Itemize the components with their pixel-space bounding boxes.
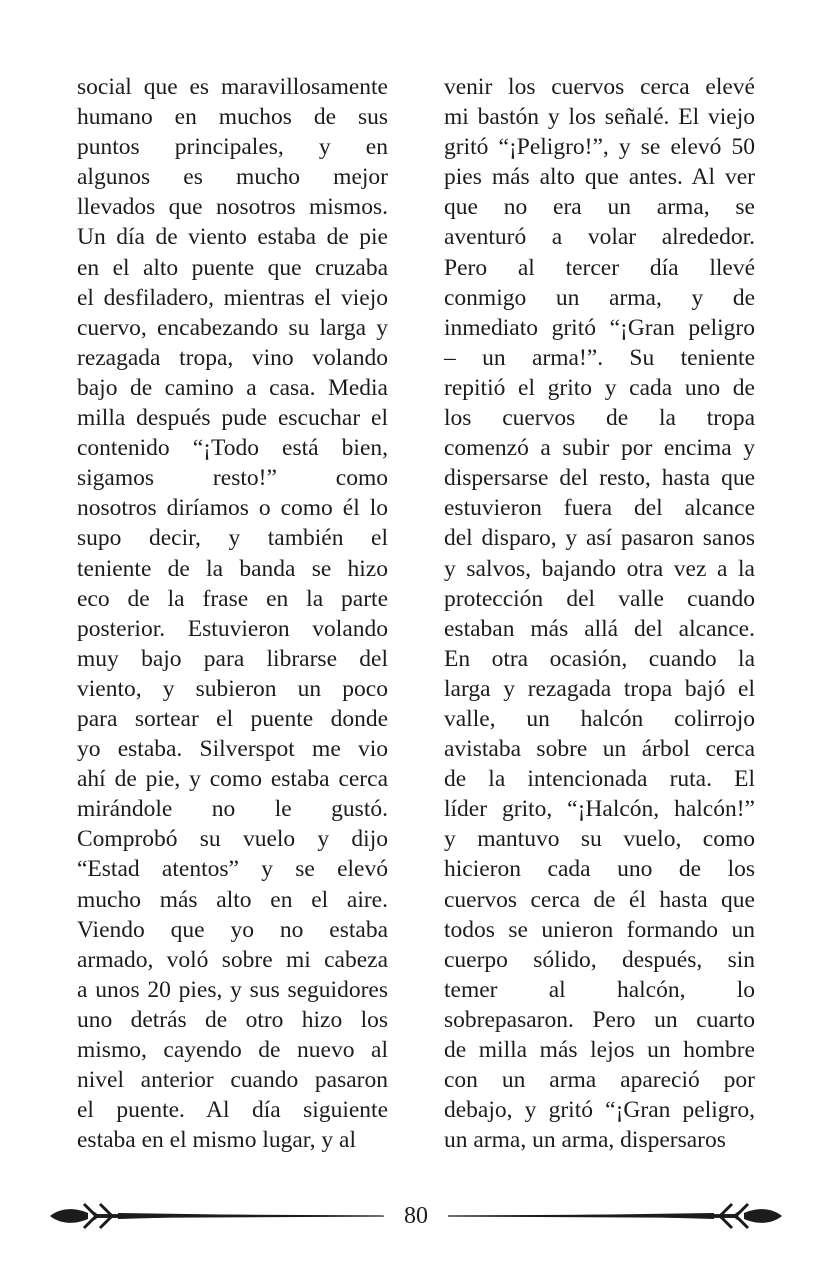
text-line: Comprobó su vuelo y dijo: [77, 826, 388, 853]
text-line: hicieron cada uno de los: [444, 856, 755, 883]
text-line: en el alto puente que cruzaba: [77, 254, 388, 281]
text-line: bajo de camino a casa. Media: [77, 374, 388, 401]
text-line: para sortear el puente donde: [77, 705, 388, 732]
text-line: debajo, y gritó “¡Gran peligro,: [444, 1097, 755, 1124]
text-line: los cuervos de la tropa: [444, 405, 755, 432]
text-line: milla después pude escuchar el: [77, 405, 388, 432]
text-line: conmigo un arma, y de: [444, 284, 755, 311]
text-line: nivel anterior cuando pasaron: [77, 1067, 388, 1094]
text-line: cuervo, encabezando su larga y: [77, 314, 388, 341]
text-line: líder grito, “¡Halcón, halcón!”: [444, 796, 755, 823]
text-line: todos se unieron formando un: [444, 916, 755, 943]
text-line: teniente de la banda se hizo: [77, 555, 388, 582]
text-line: venir los cuervos cerca elevé: [444, 74, 755, 100]
left-text-column: [77, 72, 388, 1155]
right-text-column: [444, 72, 755, 1155]
text-line: cuervos cerca de él hasta que: [444, 886, 755, 913]
text-line: y salvos, bajando otra vez a la: [444, 555, 755, 582]
text-line: protección del valle cuando: [444, 585, 755, 612]
text-line: a unos 20 pies, y sus seguidores: [77, 976, 388, 1003]
text-line: el desfiladero, mientras el viejo: [77, 284, 388, 311]
text-line: un arma, un arma, dispersaros: [444, 1127, 726, 1154]
text-line: el puente. Al día siguiente: [77, 1097, 388, 1124]
text-line: supo decir, y también el: [77, 525, 388, 552]
text-line: valle, un halcón colirrojo: [444, 705, 755, 732]
text-line: puntos principales, y en: [77, 134, 388, 161]
text-line: dispersarse del resto, hasta que: [444, 465, 755, 492]
text-line: temer al halcón, lo: [444, 976, 755, 1003]
text-line: eco de la frase en la parte: [77, 585, 388, 612]
text-line: uno detrás de otro hizo los: [77, 1006, 388, 1033]
page-number: 80: [404, 1203, 428, 1229]
text-line: contenido “¡Todo está bien,: [77, 435, 388, 462]
text-line: rezagada tropa, vino volando: [77, 344, 388, 371]
text-line: ahí de pie, y como estaba cerca: [77, 766, 388, 793]
text-line: social que es maravillosamente: [77, 74, 388, 100]
arrow-flourish-right-icon: [444, 1196, 784, 1236]
text-line: estuvieron fuera del alcance: [444, 495, 755, 522]
text-line: estaba en el mismo lugar, y al: [77, 1127, 357, 1154]
text-line: gritó “¡Peligro!”, y se elevó 50: [444, 134, 755, 161]
text-line: repitió el grito y cada uno de: [444, 374, 755, 401]
text-line: de milla más lejos un hombre: [444, 1037, 755, 1063]
text-line: larga y rezagada tropa bajó el: [444, 675, 755, 702]
text-line: Viendo que yo no estaba: [77, 916, 388, 943]
text-line: mi bastón y los señalé. El viejo: [444, 104, 755, 131]
text-line: – un arma!”. Su teniente: [444, 344, 755, 371]
text-line: muy bajo para librarse del: [77, 645, 388, 672]
text-line: aventuró a volar alrededor.: [444, 224, 755, 251]
text-line: Un día de viento estaba de pie: [77, 224, 388, 251]
text-line: “Estad atentos” y se elevó: [77, 856, 388, 883]
text-line: que no era un arma, se: [444, 194, 755, 221]
text-line: del disparo, y así pasaron sanos: [444, 525, 755, 552]
text-line: posterior. Estuvieron volando: [77, 615, 388, 642]
text-line: mirándole no le gustó.: [77, 796, 388, 823]
text-line: de la intencionada ruta. El: [444, 766, 755, 793]
text-line: cuerpo sólido, después, sin: [444, 946, 755, 973]
text-line: humano en muchos de sus: [77, 104, 388, 131]
text-line: sobrepasaron. Pero un cuarto: [444, 1006, 755, 1033]
text-line: yo estaba. Silverspot me vio: [77, 736, 388, 763]
text-line: inmediato gritó “¡Gran peligro: [444, 314, 755, 341]
text-line: llevados que nosotros mismos.: [77, 194, 388, 221]
text-line: sigamos resto!” como: [77, 465, 388, 492]
text-line: armado, voló sobre mi cabeza: [77, 946, 388, 973]
text-line: pies más alto que antes. Al ver: [444, 164, 755, 191]
text-line: mucho más alto en el aire.: [77, 886, 388, 913]
text-line: Pero al tercer día llevé: [444, 254, 755, 281]
text-line: algunos es mucho mejor: [77, 164, 388, 191]
page-footer: [48, 1196, 784, 1236]
text-line: y mantuvo su vuelo, como: [444, 826, 755, 853]
text-line: estaban más allá del alcance.: [444, 615, 755, 642]
text-line: En otra ocasión, cuando la: [444, 645, 755, 672]
text-line: comenzó a subir por encima y: [444, 435, 755, 462]
text-line: viento, y subieron un poco: [77, 675, 388, 702]
text-line: avistaba sobre un árbol cerca: [444, 736, 755, 763]
text-line: con un arma apareció por: [444, 1067, 755, 1094]
text-line: nosotros diríamos o como él lo: [77, 495, 388, 522]
text-line: mismo, cayendo de nuevo al: [77, 1037, 388, 1063]
